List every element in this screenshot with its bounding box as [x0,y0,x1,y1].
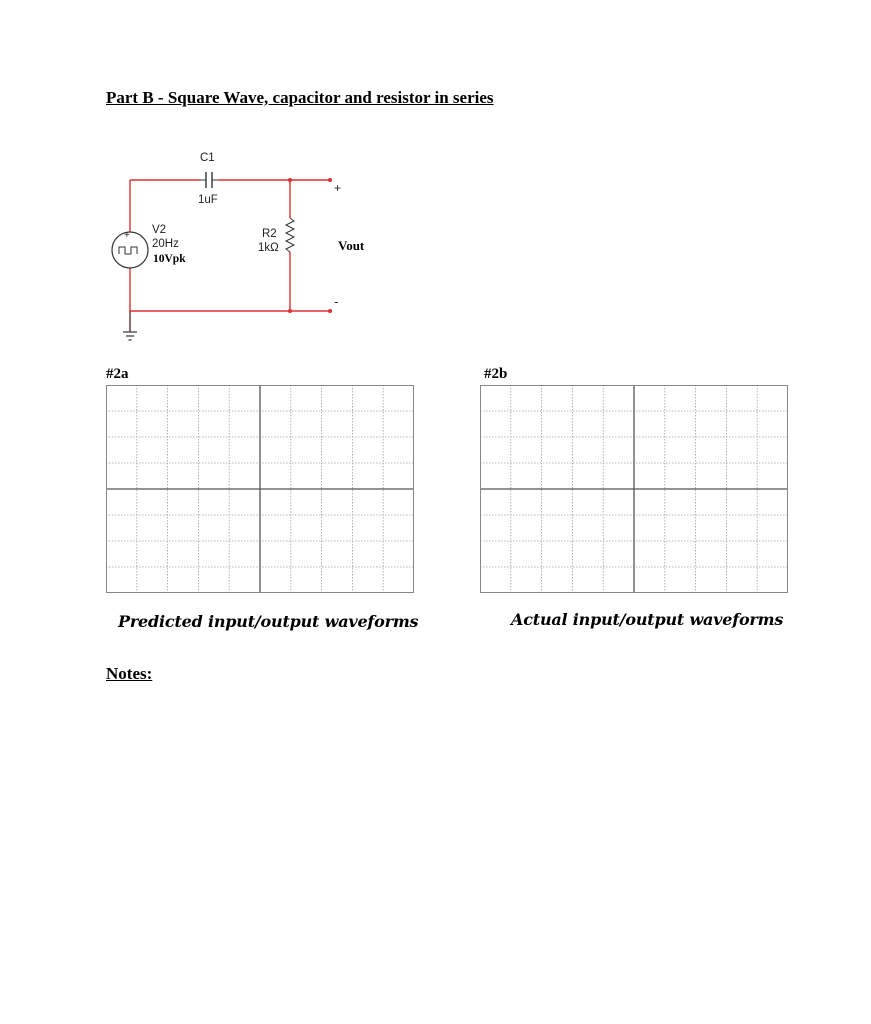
oscilloscope-grid-2a [106,385,414,593]
source-plus-sign: + [124,230,130,241]
capacitor-value: 1uF [198,194,218,206]
notes-label: Notes: [106,664,153,683]
source-name: V2 [152,224,167,236]
source-symbol [112,232,148,268]
plot-caption-2b: Actual input/output waveforms [511,610,784,629]
source-amplitude: 10Vpk [153,253,186,265]
plot-label-2b: #2b [484,366,508,382]
output-terminal-minus [328,309,332,313]
junction-dot [288,309,292,313]
output-label: Vout [338,238,365,253]
plot-label-2a: #2a [106,366,129,382]
source-frequency: 20Hz [152,238,179,250]
capacitor-name: C1 [200,152,215,164]
output-plus-sign: + [334,181,342,195]
circuit-diagram [100,140,380,355]
output-minus-sign: - [334,294,339,309]
junction-dot [288,178,292,182]
section-title: Part B - Square Wave, capacitor and resistor in series [106,88,494,107]
ground-symbol [123,332,137,340]
capacitor-symbol [200,172,218,188]
plot-caption-2a: Predicted input/output waveforms [118,612,419,631]
oscilloscope-grid-2b [480,385,788,593]
output-terminal-plus [328,178,332,182]
resistor-name: R2 [262,228,277,240]
resistor-symbol [286,218,294,252]
resistor-value: 1kΩ [258,242,279,254]
